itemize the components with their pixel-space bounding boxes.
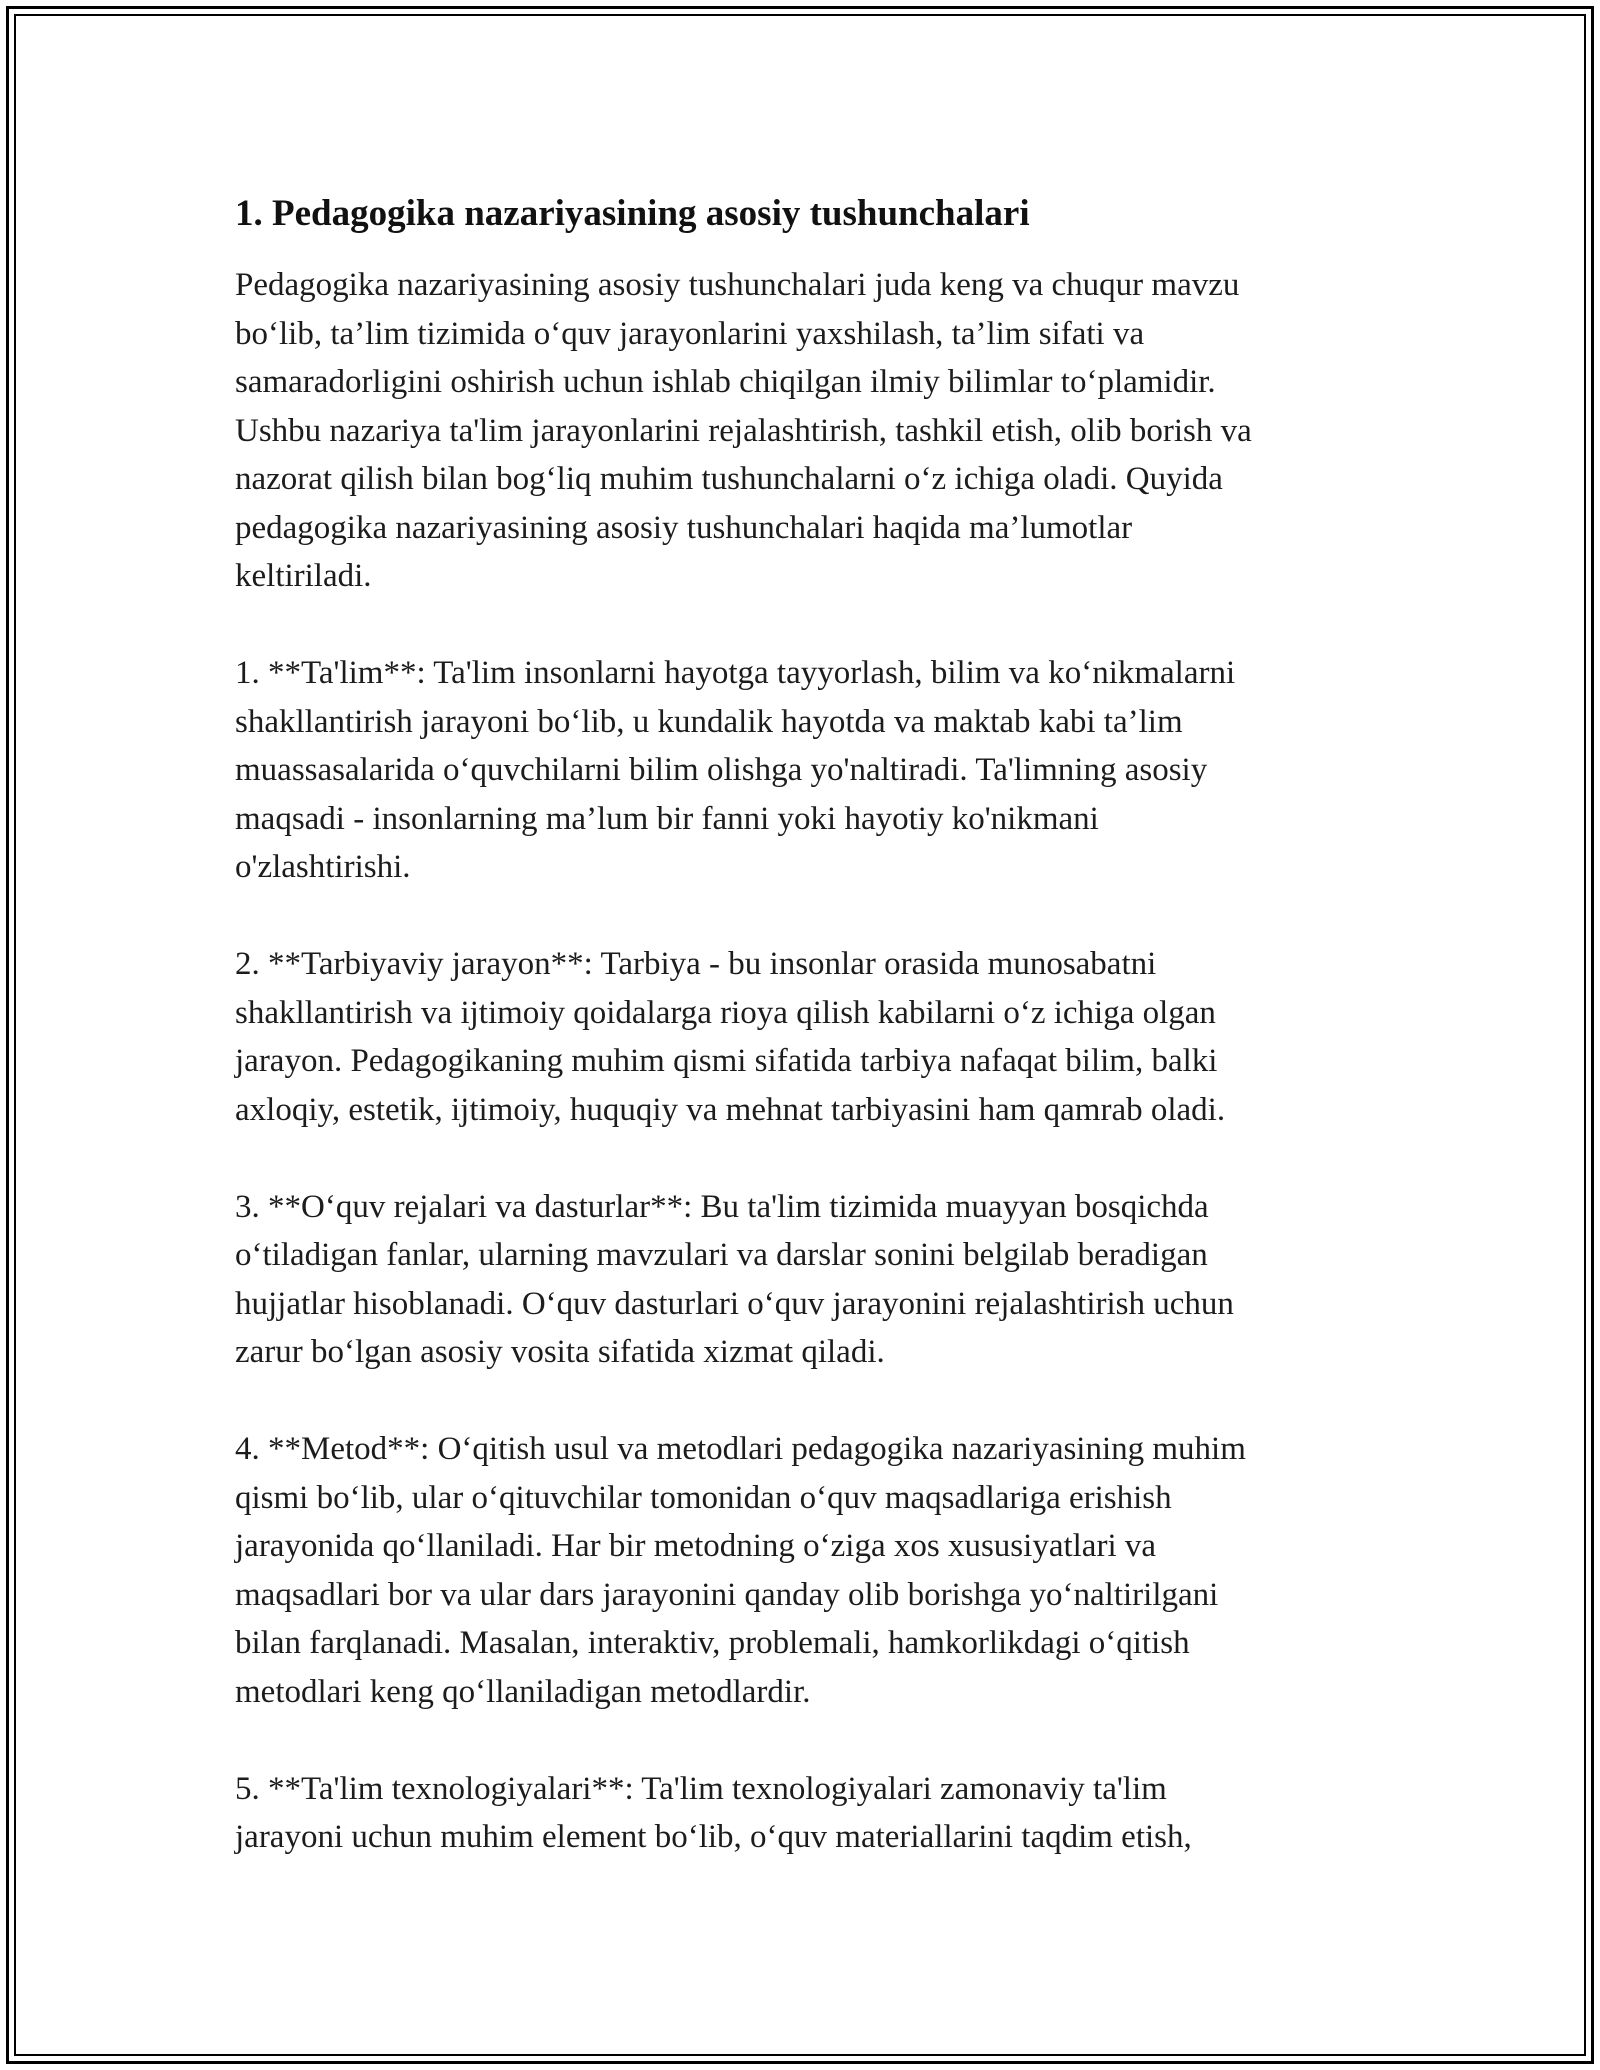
text-line: pedagogika nazariyasining asosiy tushunchalari haqida ma’lumotlar: [235, 509, 1133, 546]
list-item-metod: [235, 1425, 1400, 1716]
text-line: Ushbu nazariya ta'lim jarayonlarini rejalashtirish, tashkil etish, olib borish va: [235, 412, 1252, 449]
text-line: 5. **Ta'lim texnologiyalari**: Ta'lim texnologiyalari zamonaviy ta'lim: [235, 1770, 1167, 1807]
text-line: hujjatlar hisoblanadi. O‘quv dasturlari o‘quv jarayonini rejalashtirish uchun: [235, 1285, 1234, 1322]
text-line: shakllantirish va ijtimoiy qoidalarga rioya qilish kabilarni o‘z ichiga olgan: [235, 994, 1216, 1031]
text-line: qismi bo‘lib, ular o‘qituvchilar tomonidan o‘quv maqsadlariga erishish: [235, 1479, 1172, 1516]
list-item-talim: [235, 649, 1400, 892]
text-line: bo‘lib, ta’lim tizimida o‘quv jarayonlarini yaxshilash, ta’lim sifati va: [235, 315, 1145, 352]
text-line: bilan farqlanadi. Masalan, interaktiv, problemali, hamkorlikdagi o‘qitish: [235, 1625, 1190, 1661]
document-body: [235, 185, 1400, 1862]
list-item-talim-texnologiyalari: [235, 1765, 1400, 1862]
text-line: o‘tiladigan fanlar, ularning mavzulari va darslar sonini belgilab beradigan: [235, 1237, 1208, 1273]
text-line: shakllantirish jarayoni bo‘lib, u kundalik hayotda va maktab kabi ta’lim: [235, 703, 1183, 740]
text-line: 4. **Metod**: O‘qitish usul va metodlari pedagogika nazariyasining muhim: [235, 1431, 1246, 1467]
section-heading: 1. Pedagogika nazariyasining asosiy tushunchalari: [235, 193, 1030, 234]
text-line: axloqiy, estetik, ijtimoiy, huquqiy va mehnat tarbiyasini ham qamrab oladi.: [235, 1091, 1226, 1128]
list-item-oquv-rejalari: [235, 1183, 1400, 1377]
text-line: o'zlashtirishi.: [235, 849, 411, 885]
text-line: maqsadlari bor va ular dars jarayonini qanday olib borishga yo‘naltirilgani: [235, 1576, 1219, 1613]
text-line: metodlari keng qo‘llaniladigan metodlardir.: [235, 1673, 811, 1710]
text-line: 2. **Tarbiyaviy jarayon**: Tarbiya - bu insonlar orasida munosabatni: [235, 946, 1157, 982]
text-line: Pedagogika nazariyasining asosiy tushunchalari juda keng va chuqur mavzu: [235, 267, 1240, 303]
text-line: jarayoni uchun muhim element bo‘lib, o‘quv materiallarini taqdim etish,: [235, 1819, 1192, 1855]
text-line: jarayon. Pedagogikaning muhim qismi sifatida tarbiya nafaqat bilim, balki: [235, 1043, 1218, 1079]
text-line: nazorat qilish bilan bog‘liq muhim tushunchalarni o‘z ichiga oladi. Quyida: [235, 461, 1223, 497]
intro-paragraph: [235, 261, 1400, 601]
list-item-tarbiyaviy-jarayon: [235, 940, 1400, 1134]
text-line: 1. **Ta'lim**: Ta'lim insonlarni hayotga tayyorlash, bilim va ko‘nikmalarni: [235, 655, 1236, 691]
text-line: zarur bo‘lgan asosiy vosita sifatida xizmat qiladi.: [235, 1334, 885, 1370]
text-line: 3. **O‘quv rejalari va dasturlar**: Bu ta'lim tizimida muayyan bosqichda: [235, 1188, 1209, 1225]
text-line: jarayonida qo‘llaniladi. Har bir metodning o‘ziga xos xususiyatlari va: [235, 1528, 1157, 1564]
text-line: muassasalarida o‘quvchilarni bilim olishga yo'naltiradi. Ta'limning asosiy: [235, 752, 1208, 788]
text-line: keltiriladi.: [235, 558, 372, 594]
text-line: maqsadi - insonlarning ma’lum bir fanni yoki hayotiy ko'nikmani: [235, 800, 1099, 837]
text-line: samaradorligini oshirish uchun ishlab chiqilgan ilmiy bilimlar to‘plamidir.: [235, 364, 1216, 400]
